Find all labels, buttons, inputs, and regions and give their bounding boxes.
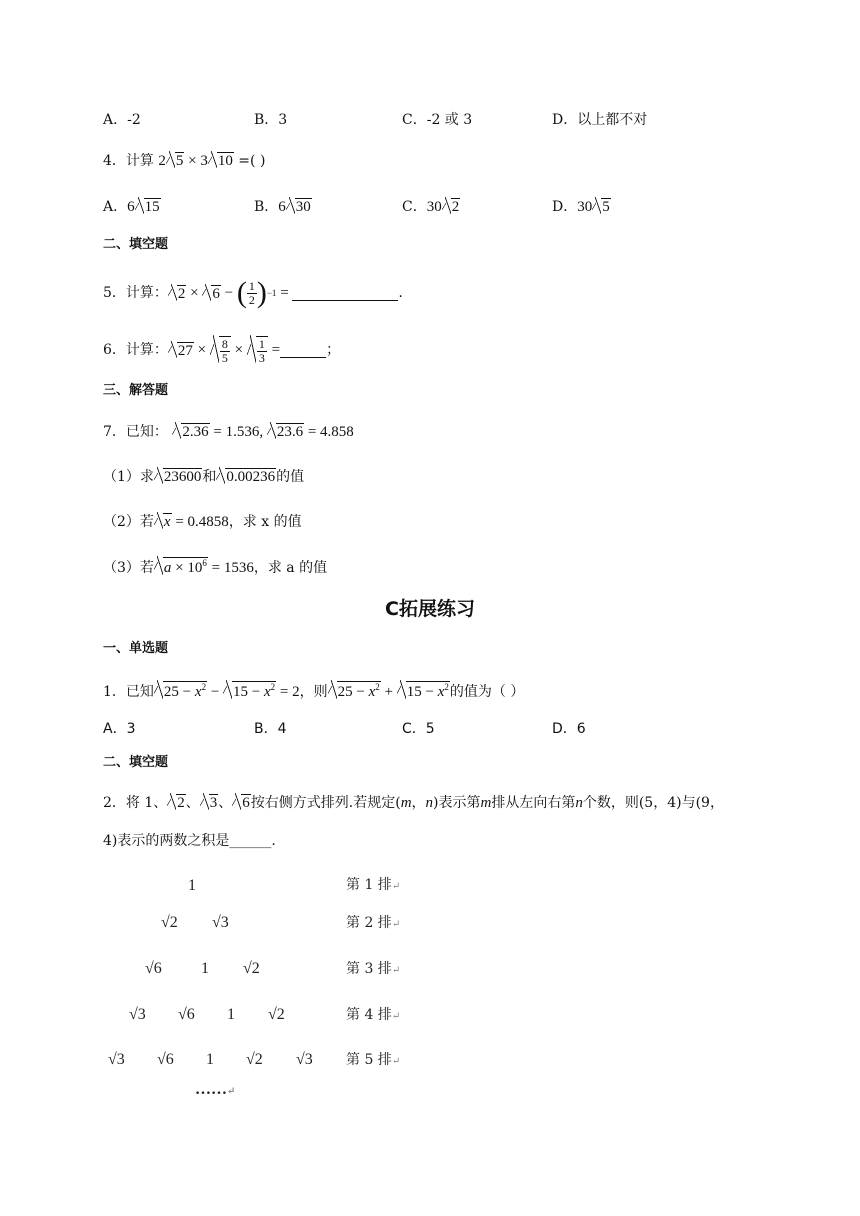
tri-cell: √3 xyxy=(108,1051,125,1068)
tri-cell: √2 xyxy=(268,1006,285,1023)
q7-part-2: （2）若 x = 0.4858，求 x 的值 xyxy=(103,514,302,530)
section-heading-fill: 二、填空题 xyxy=(103,237,169,252)
q3-option-b: B．3 xyxy=(254,112,288,128)
tri-cell: √6 xyxy=(157,1051,174,1068)
tri-row-label: 第 2 排↵ xyxy=(346,915,401,931)
tri-cell: √6 xyxy=(178,1006,195,1023)
q6-prefix: 6．计算： xyxy=(103,342,168,359)
tri-cell: √2 xyxy=(243,960,260,977)
q4-option-c: C．30 2 xyxy=(402,199,460,215)
tri-cell: √3 xyxy=(296,1051,313,1068)
q3-option-c: C．-2 或 3 xyxy=(402,112,473,128)
q4-prefix: 4．计算 xyxy=(103,153,154,169)
c-question-2-line-1: 2．将 1、 2、 3、 6按右侧方式排列.若规定(m，n)表示第m排从左向右第n个数，则(5，4)与(9， xyxy=(103,795,724,811)
c-question-1: 1．已知 $25 - x^2 - 15 - x^2 = 2$，则 $25 - x^2 + 15 - x^2$的值为（ ） xyxy=(103,682,525,700)
q4-option-d: D．30 5 xyxy=(552,199,610,215)
q6-answer-blank[interactable] xyxy=(280,343,326,358)
section-heading-answer: 三、解答题 xyxy=(103,383,169,398)
tri-cell: √6 xyxy=(145,960,162,977)
section-heading-fill-c: 二、填空题 xyxy=(103,755,169,770)
tri-cell: 1 xyxy=(201,960,209,977)
tri-cell: √2 xyxy=(246,1051,263,1068)
question-7 xyxy=(103,423,354,440)
question-6 xyxy=(103,336,340,364)
c-question-2-line-2: 4)表示的两数之积是______. xyxy=(103,833,276,849)
c1-option-c: C．5 xyxy=(402,721,435,737)
q7-part-1: （1）求 23600和 0.00236的值 xyxy=(103,469,305,485)
section-heading-single: 一、单选题 xyxy=(103,641,169,656)
tri-cell: √2 xyxy=(161,914,178,931)
q7-part-3: （3）若 $a \times 10^6 = 1536$，求 a 的值 xyxy=(103,558,328,576)
tri-cell: 1 xyxy=(188,877,196,894)
tri-cell: 1 xyxy=(227,1006,235,1023)
q6-expression: 27 × $\frac{8}{5}$ × $\frac{1}{3}$ = xyxy=(168,336,280,364)
q3-option-d: D．以上都不对 xyxy=(552,112,648,128)
tri-cell: √3 xyxy=(129,1006,146,1023)
q5-answer-blank[interactable] xyxy=(292,286,398,301)
q4-expression: 2 5 × 3 10 xyxy=(158,153,233,169)
section-title-c: C拓展练习 xyxy=(385,598,475,620)
tri-row-label: 第 4 排↵ xyxy=(346,1007,401,1023)
tri-row-label: 第 3 排↵ xyxy=(346,961,401,977)
c1-option-b: B．4 xyxy=(254,721,287,737)
q5-suffix: . xyxy=(398,285,403,301)
q4-option-b: B．6 30 xyxy=(254,199,311,215)
q4-option-a: A．6 15 xyxy=(103,199,160,215)
c1-option-a: A．3 xyxy=(103,721,136,737)
q6-suffix: ； xyxy=(326,342,341,359)
q7-given: 2.36 = 1.536, 23.6 = 4.858 xyxy=(172,424,353,440)
tri-cell: 1 xyxy=(206,1051,214,1068)
c1-option-d: D．6 xyxy=(552,721,586,737)
tri-ellipsis: ……↵ xyxy=(195,1081,236,1098)
q3-option-a: A．-2 xyxy=(103,112,141,128)
q5-expression: 2 × 6 − ( $\frac{1}{2}$ ) −1 = xyxy=(168,278,292,308)
q7-prefix: 7．已知： xyxy=(103,424,168,440)
question-5 xyxy=(103,278,403,308)
tri-row-label: 第 1 排↵ xyxy=(346,877,401,893)
question-4 xyxy=(103,152,265,169)
q5-prefix: 5．计算： xyxy=(103,285,168,301)
tri-row-label: 第 5 排↵ xyxy=(346,1052,401,1068)
q4-suffix: =( ) xyxy=(238,153,266,169)
tri-cell: √3 xyxy=(212,914,229,931)
